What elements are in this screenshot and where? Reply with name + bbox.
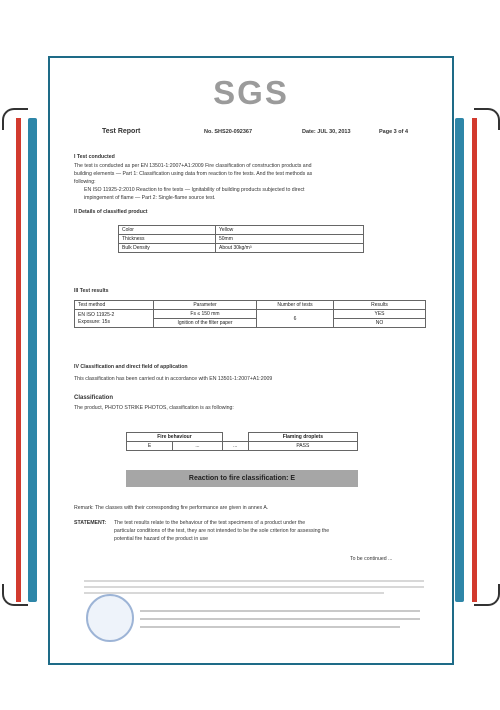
- left-top-hook: [2, 108, 28, 130]
- table-row: [75, 301, 426, 310]
- section-3-heading: III Test results: [74, 288, 109, 294]
- table-cell: PASS: [248, 442, 357, 451]
- right-top-hook: [474, 108, 500, 130]
- right-blue-bar: [455, 118, 464, 602]
- table-row: [119, 244, 364, 253]
- table-cell: NO: [334, 319, 426, 328]
- table-row: [119, 226, 364, 235]
- section-1-line: The test is conducted as per EN 13501-1:2007+A1:2009 Fire classification of construction products and: [74, 163, 312, 169]
- continued-text: To be continued ...: [350, 556, 393, 562]
- sgs-seal-stamp: [86, 594, 134, 642]
- section-1-line: EN ISO 11925-2:2010 Reaction to fire tests — Ignitability of building products subjected to direct: [84, 187, 305, 193]
- table-cell: 50mm: [216, 235, 364, 244]
- classification-heading: Classification: [74, 395, 114, 401]
- table-header: Number of tests: [257, 301, 334, 310]
- product-details-table: [118, 225, 364, 253]
- table-cell: Yellow: [216, 226, 364, 235]
- footer-line: [140, 610, 420, 612]
- table-header: Test method: [75, 301, 154, 310]
- remark-text: Remark: The classes with their corresponding fire performance are given in annex A.: [74, 505, 269, 511]
- classification-text: The product, PHOTO STRIKE PHOTOS, classification is as following:: [74, 405, 234, 411]
- classification-result-bar: Reaction to fire classification: E: [126, 470, 358, 487]
- table-header: Flaming droplets: [248, 433, 357, 442]
- table-cell: ...: [222, 442, 248, 451]
- left-bottom-hook: [2, 584, 28, 606]
- table-cell: ...: [173, 442, 223, 451]
- table-row: [127, 442, 358, 451]
- section-1-line: following:: [74, 179, 96, 185]
- table-row: [75, 310, 426, 319]
- table-cell: E: [127, 442, 173, 451]
- section-1-line: impingement of flame — Part 2: Single-flame source test.: [84, 195, 216, 201]
- table-cell: About 30kg/m³: [216, 244, 364, 253]
- statement-label: STATEMENT:: [74, 520, 107, 526]
- section-4-text: This classification has been carried out in accordance with EN 13501-1:2007+A1:2009: [74, 376, 273, 382]
- statement-line: particular conditions of the test, they are not intended to be the sole criterion for assessing the: [114, 528, 330, 534]
- footer-line: [84, 592, 384, 594]
- section-1-line: building elements — Part 1: Classification using data from reaction to fire tests. And the test methods as: [74, 171, 313, 177]
- left-red-bar: [16, 118, 21, 602]
- table-header: Parameter: [154, 301, 257, 310]
- statement-line: potential fire hazard of the product in use: [114, 536, 209, 542]
- footer-line: [84, 586, 424, 588]
- table-cell: Color: [119, 226, 216, 235]
- section-2-heading: II Details of classified product: [74, 209, 148, 215]
- right-red-bar: [472, 118, 477, 602]
- table-cell: Fs ≤ 150 mm: [154, 310, 257, 319]
- table-cell: [222, 433, 248, 442]
- left-blue-bar: [28, 118, 37, 602]
- page-number: Page 3 of 4: [379, 129, 409, 135]
- sgs-logo: SGS: [213, 74, 289, 111]
- section-4-heading: IV Classification and direct field of application: [74, 364, 188, 370]
- report-title: Test Report: [102, 128, 141, 135]
- table-cell: Ignition of the filter paper: [154, 319, 257, 328]
- report-date: Date: JUL 30, 2013: [302, 129, 351, 135]
- right-bottom-hook: [474, 584, 500, 606]
- classification-table: [126, 432, 358, 451]
- footer-line: [84, 580, 424, 582]
- test-results-table: [74, 300, 426, 328]
- table-row: [119, 235, 364, 244]
- table-header: Fire behaviour: [127, 433, 223, 442]
- table-cell: Bulk Density: [119, 244, 216, 253]
- table-row: [127, 433, 358, 442]
- table-header: Results: [334, 301, 426, 310]
- report-sheet: [54, 62, 448, 657]
- table-cell: YES: [334, 310, 426, 319]
- statement-line: The test results relate to the behaviour of the test specimens of a product under the: [114, 520, 306, 526]
- footer-line: [140, 626, 400, 628]
- test-method-cell: EN ISO 11925-2 Exposure: 15s: [75, 310, 154, 328]
- table-cell: 6: [257, 310, 334, 328]
- table-cell: Thickness: [119, 235, 216, 244]
- footer-line: [140, 618, 420, 620]
- section-1-heading: I Test conducted: [74, 154, 115, 160]
- report-number: No. SHS20-092367: [204, 129, 252, 135]
